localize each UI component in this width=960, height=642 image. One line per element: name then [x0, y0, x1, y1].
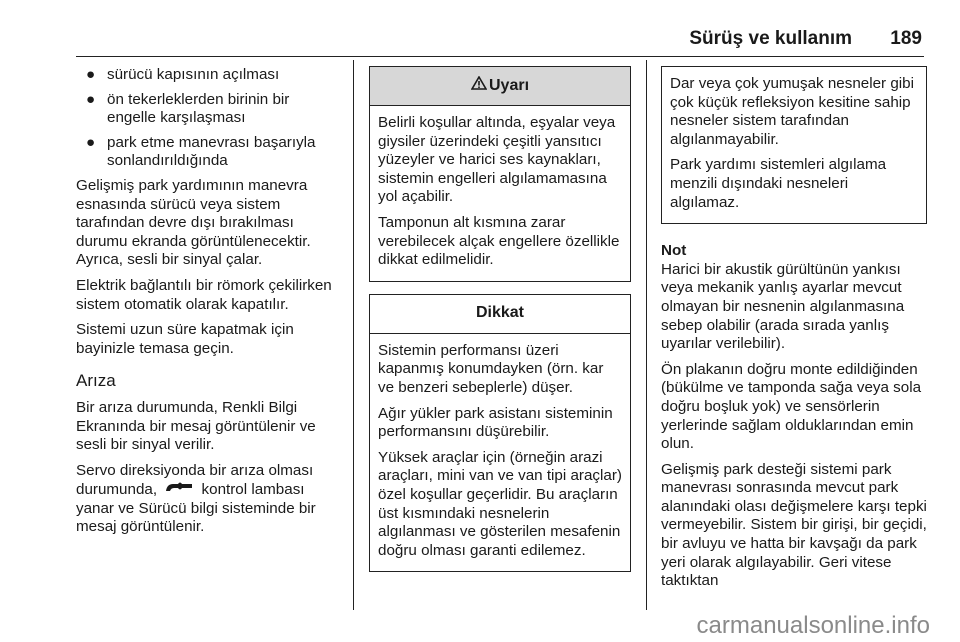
paragraph: Gelişmiş park yardımının manevra esnasında sürücü veya sistem tarafından devre dışı bırakılması durumu ekranda görüntülenecektir. Ayrıca, sesli bir sinyal çalar.: [76, 176, 311, 269]
paragraph: Bir arıza durumunda, Renkli Bilgi Ekranında bir mesaj görüntülenir ve sesli bir sinyal verilir.: [76, 398, 316, 454]
paragraph: Sistemin performansı üzeri kapanmış konumdayken (örn. kar ve benzeri sebeplerle) düşer.: [378, 341, 604, 396]
caution-body: [370, 334, 630, 572]
page-header: [0, 26, 960, 60]
column-divider-1: [353, 60, 354, 610]
page-number: 189: [890, 28, 922, 49]
note-title: Not: [661, 242, 687, 260]
caution-header: [370, 295, 630, 334]
column-divider-2: [646, 60, 647, 610]
paragraph: Dar veya çok yumuşak nesneler gibi çok küçük refleksiyon kesitine sahip nesneler sistem tarafından algılanmayabilir.: [670, 75, 914, 148]
bullet-icon: ●: [86, 66, 96, 83]
paragraph: Ağır yükler park asistanı sisteminin performansını düşürebilir.: [378, 404, 613, 441]
paragraph: Sistemi uzun süre kapatmak için bayinizle temasa geçin.: [76, 321, 294, 357]
column-2: [369, 66, 631, 582]
list-item: ● sürücü kapısının açılması: [86, 66, 280, 83]
section-title: Sürüş ve kullanım: [689, 28, 852, 49]
info-box: [661, 66, 927, 224]
section-heading: Arıza: [76, 371, 116, 391]
warning-body: [370, 106, 630, 281]
caution-box: [369, 294, 631, 573]
list-item: ● ön tekerleklerden birinin bir engelle karşılaşması: [86, 90, 290, 127]
list-item: ● park etme manevrası başarıyla sonlandırıldığında: [86, 133, 316, 170]
condition-list: [76, 66, 338, 171]
paragraph: Park yardımı sistemleri algılama menzili dışındaki nesneleri algılamaz.: [670, 156, 887, 211]
paragraph: Servo direksiyonda bir arıza olması durumunda, kontrol lambası yanar ve Sürücü bilgi sisteminde bir mesaj görüntülenir.: [76, 461, 316, 536]
info-box-body: [662, 67, 926, 223]
bullet-icon: ●: [86, 133, 96, 151]
warning-title: Uyarı: [488, 76, 530, 94]
paragraph: Tamponun alt kısmına zarar verebilecek alçak engellere özellikle dikkat edilmelidir.: [378, 213, 620, 269]
paragraph: Gelişmiş park desteği sistemi park manevrası sonrasında mevcut park alanındaki olası değişmelere karşı tepki vermeyebilir. Sistem bir girişi, bir geçidi, bir avluyu ve hatta bir kavşağı da park yeri olarak algılayabilir. Geri vitese taktıktan: [661, 460, 927, 590]
paragraph: Ön plakanın doğru monte edildiğinden (bükülme ve tamponda sağa veya sola doğru boşluk yok) ve sensörlerin yerlerinde sağlam olduklarından emin olun.: [661, 360, 922, 453]
warning-triangle-icon: [471, 76, 487, 96]
steering-warning-lamp-icon: [164, 480, 194, 500]
paragraph: Elektrik bağlantılı bir römork çekilirken sistem otomatik olarak kapatılır.: [76, 276, 332, 313]
paragraph: Yüksek araçlar için (örneğin arazi araçları, mini van ve van tipi araçlar) özel koşullar geçerlidir. Bu araçların üst kısmındaki nesnelerin algılanması ve gösterilen mesafenin doğru olması garanti edilemez.: [378, 448, 622, 559]
warning-header: [370, 67, 630, 106]
paragraph: Harici bir akustik gürültünün yankısı veya mekanik yanlış ayarlar mevcut olmayan bir nesnenin algılanmasına sebep olabilir (arada sırada yanlış uyarılar verilebilir).: [661, 260, 905, 353]
watermark-logo: carmanualsonline.info: [696, 612, 930, 639]
caution-title: Dikkat: [475, 304, 525, 322]
column-3: [661, 66, 927, 598]
header-rule: [76, 56, 924, 57]
column-1: [76, 66, 338, 544]
warning-box: [369, 66, 631, 282]
bullet-icon: ●: [86, 90, 96, 108]
paragraph: Belirli koşullar altında, eşyalar veya giysiler üzerindeki çeşitli yansıtıcı yüzeyler ve harici ses kaynakları, sistemin engelleri algılamamasına yol açabilir.: [378, 114, 616, 206]
